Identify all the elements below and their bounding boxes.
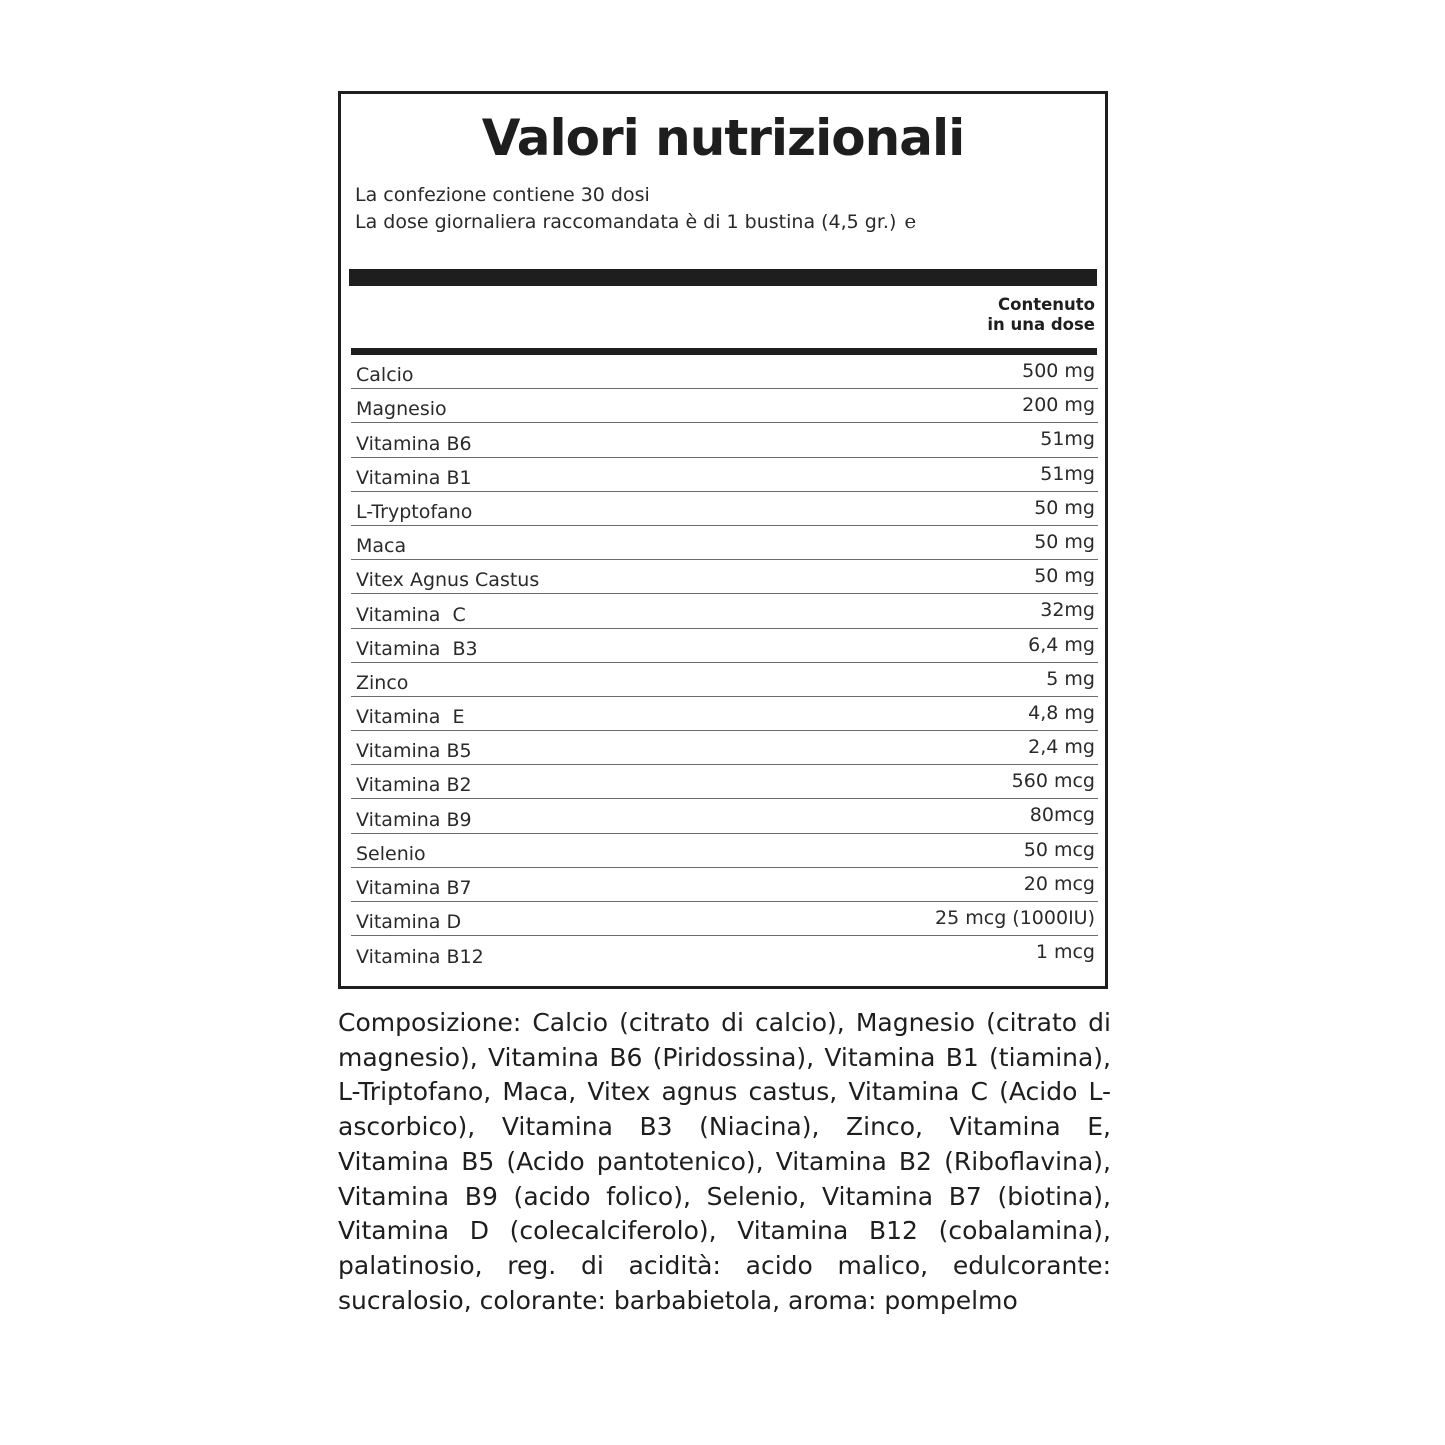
header-divider-bar	[349, 269, 1097, 286]
nutrient-row	[351, 834, 1098, 868]
nutrient-amount: 5 mg	[1046, 667, 1095, 690]
nutrient-amount: 200 mg	[1022, 394, 1095, 417]
nutrient-row	[351, 868, 1098, 902]
nutrient-row	[351, 594, 1098, 628]
nutrient-row	[351, 765, 1098, 799]
package-info	[355, 182, 916, 235]
nutrient-amount: 32mg	[1040, 599, 1095, 622]
nutrient-row	[351, 389, 1098, 423]
nutrient-amount: 500 mg	[1022, 360, 1095, 382]
nutrient-row	[351, 663, 1098, 697]
composition-text: Composizione: Calcio (citrato di calcio), Magnesio (citrato di magnesio), Vitamina B6 (Piridossina), Vitamina B1 (tiamina), L-Triptofano, Maca, Vitex agnus castus, Vitamina C (Acido L-ascorbico), Vitamina B3 (Niacina), Zinco, Vitamina E, Vitamina B5 (Acido pantotenico), Vitamina B2 (Riboflavina), Vitamina B9 (acido folico), Selenio, Vitamina B7 (biotina), Vitamina D (colecalciferolo), Vitamina B12 (cobalamina), palatinosio, reg. di acidità: acido malico, edulcorante: sucralosio, colorante: barbabietola, aroma: pompelmo	[338, 1008, 1111, 1315]
nutrient-row	[351, 697, 1098, 731]
nutrient-name: Vitamina B7	[356, 877, 472, 899]
nutrient-row	[351, 629, 1098, 663]
panel-title: Valori nutrizionali	[481, 109, 965, 167]
nutrient-row	[351, 731, 1098, 765]
nutrient-name: Selenio	[356, 842, 426, 865]
nutrient-amount: 50 mg	[1034, 496, 1095, 519]
nutrient-name: Vitamina B12	[356, 946, 484, 969]
daily-dose-line	[355, 208, 916, 235]
nutrient-name: Vitamina B6	[356, 432, 472, 455]
nutrient-name: Vitamina B2	[356, 774, 472, 797]
nutrient-amount: 560 mcg	[1011, 770, 1095, 793]
nutrient-amount: 4,8 mg	[1028, 701, 1095, 724]
nutrient-row	[351, 936, 1098, 970]
amount-column-header-line2: in una dose	[987, 315, 1095, 334]
nutrient-amount: 51mg	[1040, 462, 1095, 485]
nutrient-amount: 51mg	[1040, 428, 1095, 451]
nutrient-amount: 50 mg	[1034, 565, 1095, 588]
nutrient-row	[351, 799, 1098, 833]
nutrient-name: Vitamina E	[356, 706, 465, 729]
nutrient-name: Vitamina B9	[356, 808, 472, 831]
package-doses-text: La confezione contiene 30 dosi	[355, 184, 650, 206]
nutrient-amount: 6,4 mg	[1028, 633, 1095, 656]
nutrient-amount: 20 mcg	[1023, 872, 1095, 895]
nutrient-amount: 1 mcg	[1035, 941, 1095, 964]
nutrient-row	[351, 458, 1098, 492]
nutrient-row	[351, 355, 1098, 389]
nutrient-name: Vitex Agnus Castus	[356, 569, 540, 592]
nutrient-name: Vitamina B3	[356, 637, 478, 660]
daily-dose-text: La dose giornaliera raccomandata è di 1 bustina (4,5 gr.)	[355, 211, 897, 233]
amount-column-header-line1: Contenuto	[998, 295, 1095, 314]
nutrient-name: Vitamina B5	[356, 740, 472, 763]
estimated-quantity-mark: e	[904, 209, 917, 233]
nutrient-row	[351, 492, 1098, 526]
nutrient-name: Magnesio	[356, 398, 447, 421]
nutrient-amount: 50 mg	[1034, 530, 1095, 553]
nutrient-name: Vitamina B1	[356, 466, 472, 489]
nutrition-facts-panel	[338, 91, 1108, 989]
nutrient-amount: 2,4 mg	[1028, 736, 1095, 759]
nutrient-name: Zinco	[356, 671, 409, 694]
nutrient-name: Maca	[356, 535, 407, 558]
nutrient-amount: 80mcg	[1029, 804, 1095, 827]
table-header-rule	[351, 348, 1097, 355]
nutrient-row	[351, 560, 1098, 594]
nutrient-name: Vitamina C	[356, 603, 466, 626]
nutrient-amount: 25 mcg (1000IU)	[935, 907, 1095, 929]
nutrient-row	[351, 526, 1098, 560]
nutrient-amount: 50 mcg	[1023, 838, 1095, 861]
nutrient-name: Vitamina D	[356, 911, 462, 934]
nutrient-row	[351, 902, 1098, 936]
nutrient-name: Calcio	[356, 364, 414, 387]
nutrient-row	[351, 423, 1098, 457]
amount-column-header	[987, 295, 1095, 335]
nutrient-name: L-Tryptofano	[356, 500, 473, 523]
nutrient-table	[351, 355, 1098, 970]
